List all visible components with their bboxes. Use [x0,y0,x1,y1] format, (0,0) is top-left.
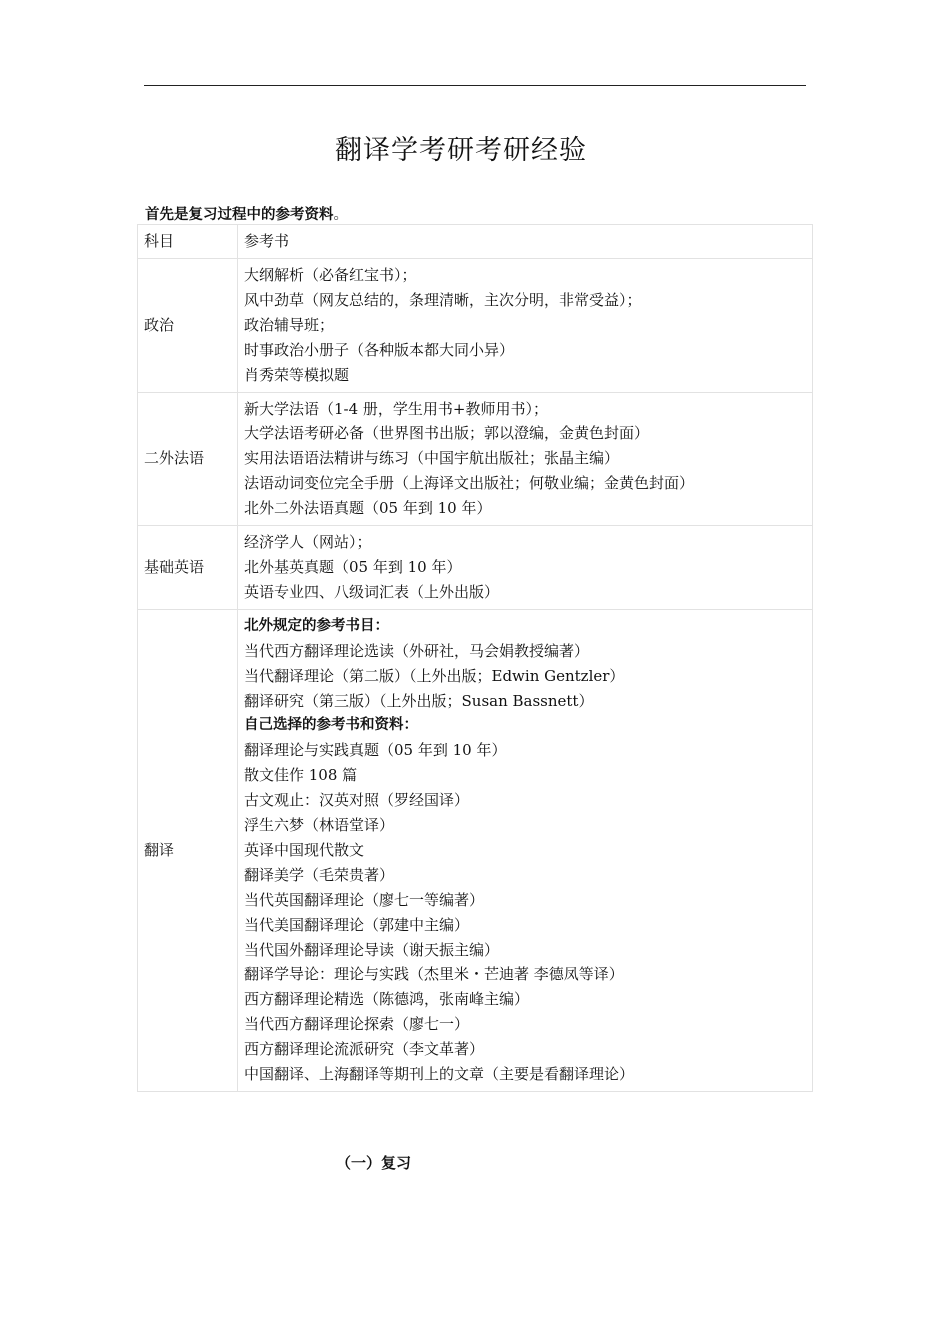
book-line: 中国翻译、上海翻译等期刊上的文章（主要是看翻译理论） [244,1065,635,1084]
header-rule [144,85,806,86]
book-line: 大学法语考研必备（世界图书出版；郭以澄编，金黄色封面） [244,424,650,443]
book-line: 当代翻译理论（第二版）（上外出版；Edwin Gentzler） [244,666,625,685]
book-line: 翻译学导论：理论与实践（杰里米・芒迪著 李德凤等译） [244,965,624,984]
subject-cell: 政治 [138,259,238,393]
books-cell [238,526,813,610]
book-line: 翻译研究（第三版）（上外出版；Susan Bassnett） [244,691,594,710]
document-title: 翻译学考研考研经验 [335,135,587,166]
book-line: 北外二外法语真题（05 年到 10 年） [244,499,492,518]
book-line: 风中劲草（网友总结的，条理清晰，主次分明，非常受益）； [244,290,642,309]
book-line: 当代国外翻译理论导读（谢天振主编） [244,940,500,959]
book-line: 新大学法语（1-4 册，学生用书+教师用书）； [244,399,548,418]
book-line: 当代美国翻译理论（郭建中主编） [244,915,470,934]
intro-bold-text: 首先是复习过程中的参考资料 [145,207,334,223]
reference-table [137,224,813,1092]
subject-cell: 二外法语 [138,392,238,526]
book-line: 英语专业四、八级词汇表（上外出版） [244,582,500,601]
table-row [138,526,813,610]
book-line: 实用法语语法精讲与练习（中国宇航出版社；张晶主编） [244,449,620,468]
book-line: 当代英国翻译理论（廖七一等编著） [244,890,485,909]
book-line: 大纲解析（必备红宝书）； [244,266,417,284]
book-line: 北外基英真题（05 年到 10 年） [244,557,462,576]
table-row [138,392,813,526]
book-line: 散文佳作 108 篇 [244,766,358,785]
intro-tail-text: 。 [333,207,348,223]
book-line: 浮生六梦（林语堂译） [244,816,395,835]
book-line: 古文观止：汉英对照（罗经国译） [244,791,470,810]
book-line: 经济学人（网站）； [244,533,372,552]
book-line: 英译中国现代散文 [244,840,365,859]
books-cell [238,609,813,1091]
header-books: 参考书 [238,225,813,259]
book-subheading: 自己选择的参考书和资料： [244,717,418,734]
intro-paragraph [145,203,348,224]
header-subject: 科目 [138,225,238,259]
book-line: 肖秀荣等模拟题 [244,365,350,384]
books-cell [238,259,813,393]
table-row [138,609,813,1091]
book-line: 当代西方翻译理论选读（外研社，马会娟教授编著） [244,641,590,660]
book-subheading: 北外规定的参考书目： [244,617,389,634]
books-cell [238,392,813,526]
subject-cell: 基础英语 [138,526,238,610]
table-header-row [138,225,813,259]
book-line: 翻译美学（毛荣贵著） [244,865,395,884]
book-line: 政治辅导班； [244,315,335,334]
book-line: 西方翻译理论流派研究（李文革著） [244,1040,485,1059]
book-line: 翻译理论与实践真题（05 年到 10 年） [244,741,507,760]
book-line: 法语动词变位完全手册（上海译文出版社；何敬业编；金黄色封面） [244,474,695,493]
book-line: 当代西方翻译理论探索（廖七一） [244,1015,470,1034]
book-line: 时事政治小册子（各种版本都大同小异） [244,340,515,359]
book-line: 西方翻译理论精选（陈德鸿，张南峰主编） [244,990,530,1009]
section-heading: （一）复习 [336,1154,412,1172]
subject-cell: 翻译 [138,609,238,1091]
table-row [138,259,813,393]
